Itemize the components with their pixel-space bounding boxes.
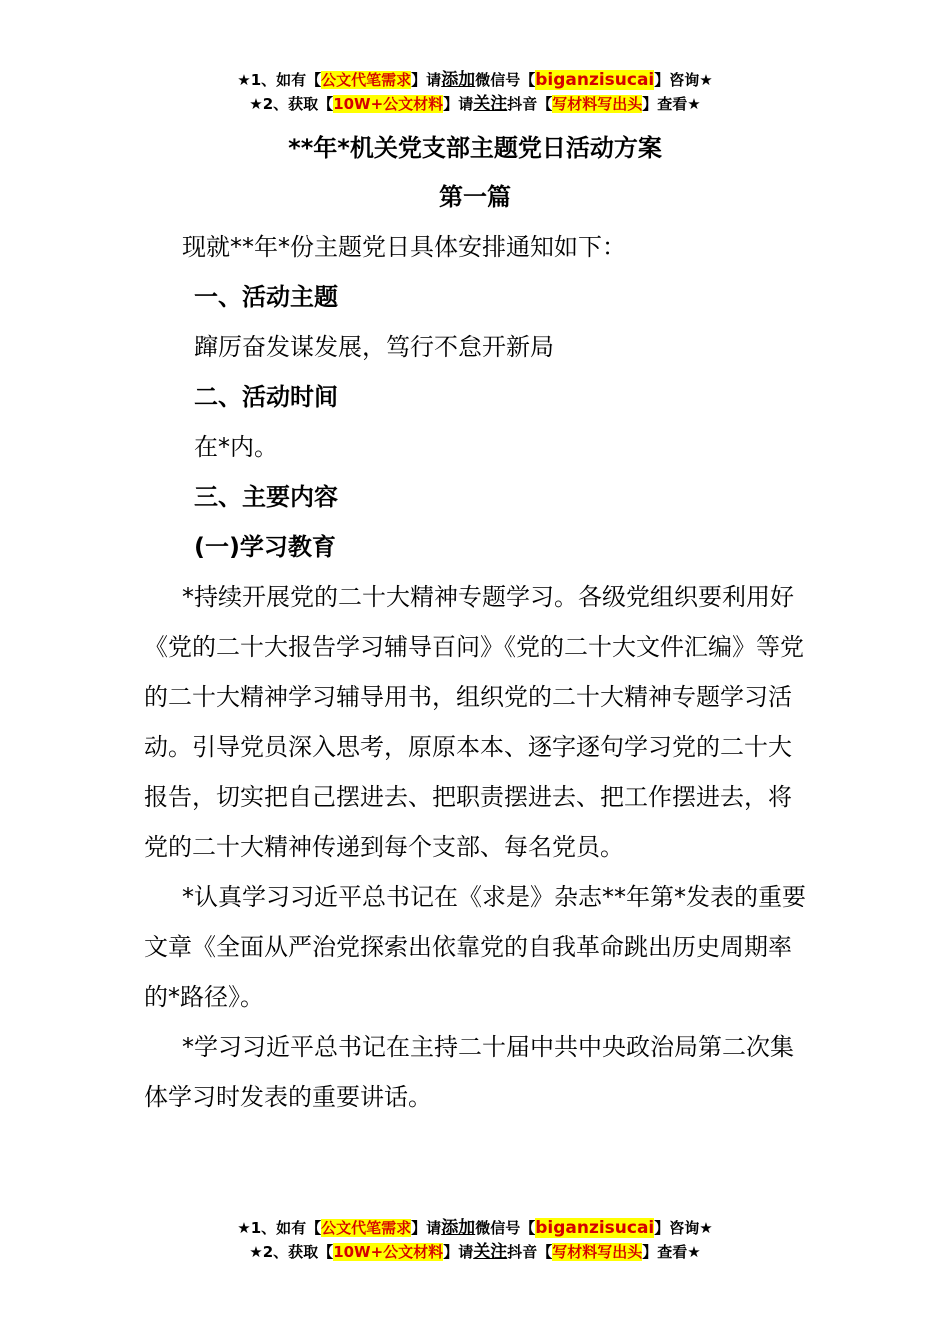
banner-line-1	[0, 68, 950, 92]
banner-highlight: 写材料写出头	[552, 95, 643, 113]
banner-highlight: biganzisucai	[535, 1218, 655, 1238]
banner-text: 抖音【	[507, 95, 553, 113]
banner-text: 微信号【	[475, 71, 536, 89]
banner-highlight: 公文代笔需求	[321, 1219, 412, 1237]
banner-highlight: 公文代笔需求	[321, 71, 412, 89]
banner-highlight: 10W+公文材料	[333, 95, 444, 113]
top-banner	[0, 68, 950, 116]
banner-underline: 关注	[473, 1242, 508, 1262]
section-heading-time: 二、活动时间	[194, 383, 338, 411]
banner-text: ★1、如有【	[237, 1219, 322, 1237]
banner-text: 】请	[411, 71, 442, 89]
banner-text: ★2、获取【	[249, 95, 334, 113]
bottom-banner	[0, 1216, 950, 1264]
document-title: **年*机关党支部主题党日活动方案	[288, 134, 662, 162]
body-paragraph-1: *持续开展党的二十大精神专题学习。各级党组织要利用好《党的二十大报告学习辅导百问》《党的二十大文件汇编》等党的二十大精神学习辅导用书，组织党的二十大精神专题学习活动。引导党员深入思考，原原本本、逐字逐句学习党的二十大报告，切实把自己摆进去、把职责摆进去、把工作摆进去，将党的二十大精神传递到每个支部、每名党员。	[144, 583, 804, 861]
banner-text: 】咨询★	[654, 71, 713, 89]
intro-paragraph: 现就**年*份主题党日具体安排通知如下：	[182, 233, 626, 261]
banner-text: 】请	[443, 1243, 474, 1261]
banner-line-2	[0, 92, 950, 116]
section-heading-content: 三、主要内容	[194, 483, 338, 511]
banner-highlight: 写材料写出头	[552, 1243, 643, 1261]
banner-text: 】请	[443, 95, 474, 113]
banner-line-1	[0, 1216, 950, 1240]
banner-underline: 添加	[441, 1218, 476, 1238]
banner-underline: 关注	[473, 94, 508, 114]
banner-text: 】请	[411, 1219, 442, 1237]
banner-text: 微信号【	[475, 1219, 536, 1237]
section-text-theme: 蹿厉奋发谋发展，笃行不怠开新局	[194, 333, 554, 361]
banner-underline: 添加	[441, 70, 476, 90]
banner-text: 】咨询★	[654, 1219, 713, 1237]
body-paragraph-2: *认真学习习近平总书记在《求是》杂志**年第*发表的重要文章《全面从严治党探索出依靠党的自我革命跳出历史周期率的*路径》。	[144, 883, 806, 1011]
section-heading-theme: 一、活动主题	[194, 283, 338, 311]
subsection-heading-study: (一)学习教育	[194, 533, 336, 561]
banner-line-2	[0, 1240, 950, 1264]
banner-highlight: 10W+公文材料	[333, 1243, 444, 1261]
banner-text: ★2、获取【	[249, 1243, 334, 1261]
banner-highlight: biganzisucai	[535, 70, 655, 90]
banner-text: 】查看★	[642, 95, 701, 113]
banner-text: 】查看★	[642, 1243, 701, 1261]
banner-text: ★1、如有【	[237, 71, 322, 89]
banner-text: 抖音【	[507, 1243, 553, 1261]
body-paragraph-3: *学习习近平总书记在主持二十届中共中央政治局第二次集体学习时发表的重要讲话。	[144, 1033, 794, 1111]
section-text-time: 在*内。	[194, 433, 278, 461]
part-title: 第一篇	[439, 183, 511, 211]
document-body	[144, 222, 812, 1122]
